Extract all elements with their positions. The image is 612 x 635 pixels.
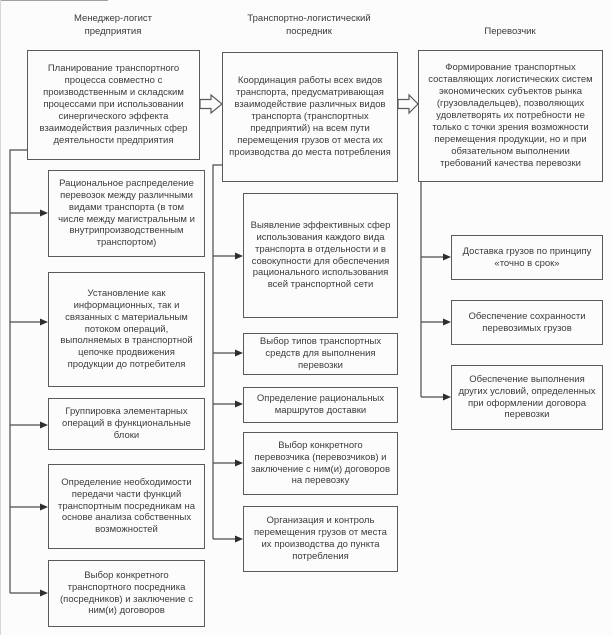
effective-spheres-box: Выявление эффективных сфер использования каждого вида транспорта в отдельности и в совокупности для обеспечения рационального использования всей транспортной сети — [243, 193, 398, 318]
arrowhead-icon — [40, 590, 48, 597]
column-header-transport-intermediary: Транспортно-логистический посредник — [247, 13, 371, 37]
column-header-carrier: Перевозчик — [484, 26, 536, 37]
arrowhead-icon — [40, 210, 48, 217]
intermediary-selection-box: Выбор конкретного транспортного посредника (посредников) и заключение с ним(и) договоров — [48, 560, 205, 627]
transport-components-box: Формирование транспортных составляющих логистических систем экономических субъектов рынка (грузовладельцев), позволяющих удовлетворять их потребности не только с точки зрения возможности перемещения продукции, но и при обязательном выполнении требований качества перевозки — [418, 50, 603, 182]
modal-distribution-box: Рациональное распределение перевозок между различными видами транспорта (в том числе между магистральным и внутрипроизводственным транспортом) — [48, 170, 205, 257]
block-arrow-manager-to-intermediary-icon — [200, 95, 222, 113]
planning-box: Планирование транспортного процесса совместно с производственным и складским процессами при использовании синергического эффекта взаимодействия различных сфер деятельности предприятия — [27, 50, 200, 160]
vehicle-types-box: Выбор типов транспортных средств для выполнения перевозки — [243, 333, 398, 375]
scan-artifact-line — [0, 0, 108, 1]
cargo-safety-box: Обеспечение сохранности перевозимых грузов — [451, 300, 603, 345]
scan-artifact-edge — [0, 0, 1, 635]
block-arrow-intermediary-to-carrier-icon — [398, 95, 418, 113]
rational-routes-box: Определение рациональных маршрутов доставки — [243, 387, 398, 423]
operations-identification-box: Установление как информационных, так и связанных с материальным потоком операций, выполняемых в транспортной цепочке продвижения продукции до потребителя — [48, 272, 205, 387]
arrowhead-icon — [443, 319, 451, 326]
outsourcing-need-box: Определение необходимости передачи части функций транспортным посредникам на основе анализа собственных возможностей — [48, 464, 205, 549]
arrowhead-icon — [235, 253, 243, 260]
other-conditions-box: Обеспечение выполнения других условий, определенных при оформлении договора перевозки — [451, 365, 603, 430]
arrowhead-icon — [40, 319, 48, 326]
column-header-logistics-manager: Менеджер-логист предприятия — [73, 13, 153, 37]
coordination-box: Координация работы всех видов транспорта, предусматривающая взаимодействие различных видов транспорта (транспортных предприятий) на всем пути перемещения грузов от места их производства до места потребления — [222, 52, 398, 182]
arrowhead-icon — [235, 460, 243, 467]
arrowhead-icon — [443, 394, 451, 401]
arrowhead-icon — [235, 350, 243, 357]
carrier-selection-box: Выбор конкретного перевозчика (перевозчиков) и заключение с ним(и) договоров на перевозку — [243, 432, 398, 495]
arrowhead-icon — [235, 536, 243, 543]
connector-trunk-col2 — [213, 165, 222, 539]
arrowhead-icon — [443, 254, 451, 261]
arrowhead-icon — [40, 422, 48, 429]
just-in-time-delivery-box: Доставка грузов по принципу «точно в срок» — [451, 235, 603, 280]
arrowhead-icon — [235, 401, 243, 408]
grouping-operations-box: Группировка элементарных операций в функциональные блоки — [48, 398, 205, 450]
organization-control-box: Организация и контроль перемещения грузов от места их производства до пункта потребления — [243, 506, 398, 572]
connector-trunk-col1 — [10, 150, 27, 593]
arrowhead-icon — [40, 504, 48, 511]
